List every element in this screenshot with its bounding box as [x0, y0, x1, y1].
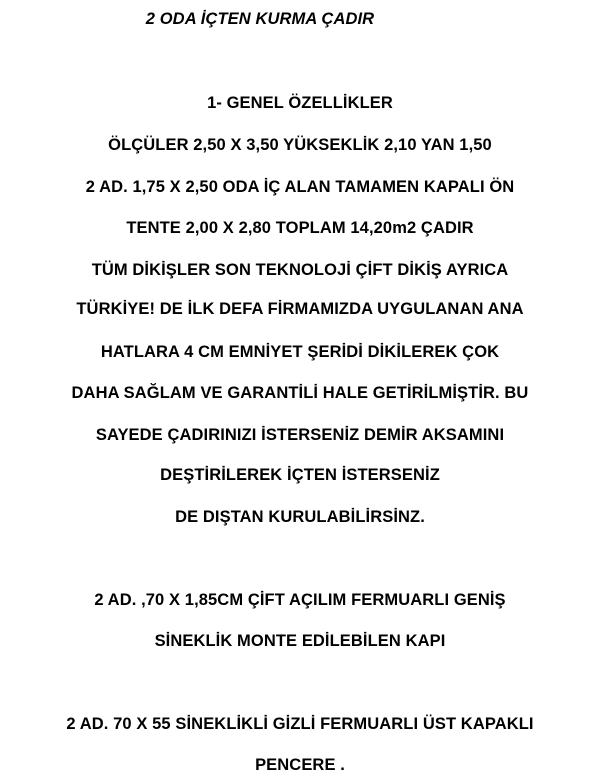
document-title: 2 ODA İÇTEN KURMA ÇADIR	[145, 10, 375, 28]
spec-line: TÜM DİKİŞLER SON TEKNOLOJİ ÇİFT DİKİŞ AYRICA	[91, 261, 509, 279]
window-line: PENCERE .	[255, 756, 345, 774]
spec-line: 2 AD. 1,75 X 2,50 ODA İÇ ALAN TAMAMEN KAPALI ÖN	[85, 178, 515, 196]
door-line: SİNEKLİK MONTE EDİLEBİLEN KAPI	[154, 632, 446, 650]
spec-line: HATLARA 4 CM EMNİYET ŞERİDİ DİKİLEREK ÇOK	[100, 343, 500, 361]
section-heading: 1- GENEL ÖZELLİKLER	[207, 94, 393, 112]
spec-line: TÜRKİYE! DE İLK DEFA FİRMAMIZDA UYGULANAN ANA	[76, 300, 524, 318]
spec-line: DAHA SAĞLAM VE GARANTİLİ HALE GETİRİLMİŞTİR. BU	[71, 384, 529, 402]
window-line: 2 AD. 70 X 55 SİNEKLİKLİ GİZLİ FERMUARLI ÜST KAPAKLI	[66, 715, 534, 733]
spec-line: ÖLÇÜLER 2,50 X 3,50 YÜKSEKLİK 2,10 YAN 1,50	[108, 136, 492, 154]
door-line: 2 AD. ,70 X 1,85CM ÇİFT AÇILIM FERMUARLI GENİŞ	[94, 591, 506, 609]
spec-line: DEŞTİRİLEREK İÇTEN İSTERSENİZ	[160, 466, 440, 484]
spec-line: TENTE 2,00 X 2,80 TOPLAM 14,20m2 ÇADIR	[126, 219, 474, 237]
spec-line: DE DIŞTAN KURULABİLİRSİNZ.	[175, 508, 425, 526]
spec-line: SAYEDE ÇADIRINIZI İSTERSENİZ DEMİR AKSAMINI	[95, 426, 505, 444]
